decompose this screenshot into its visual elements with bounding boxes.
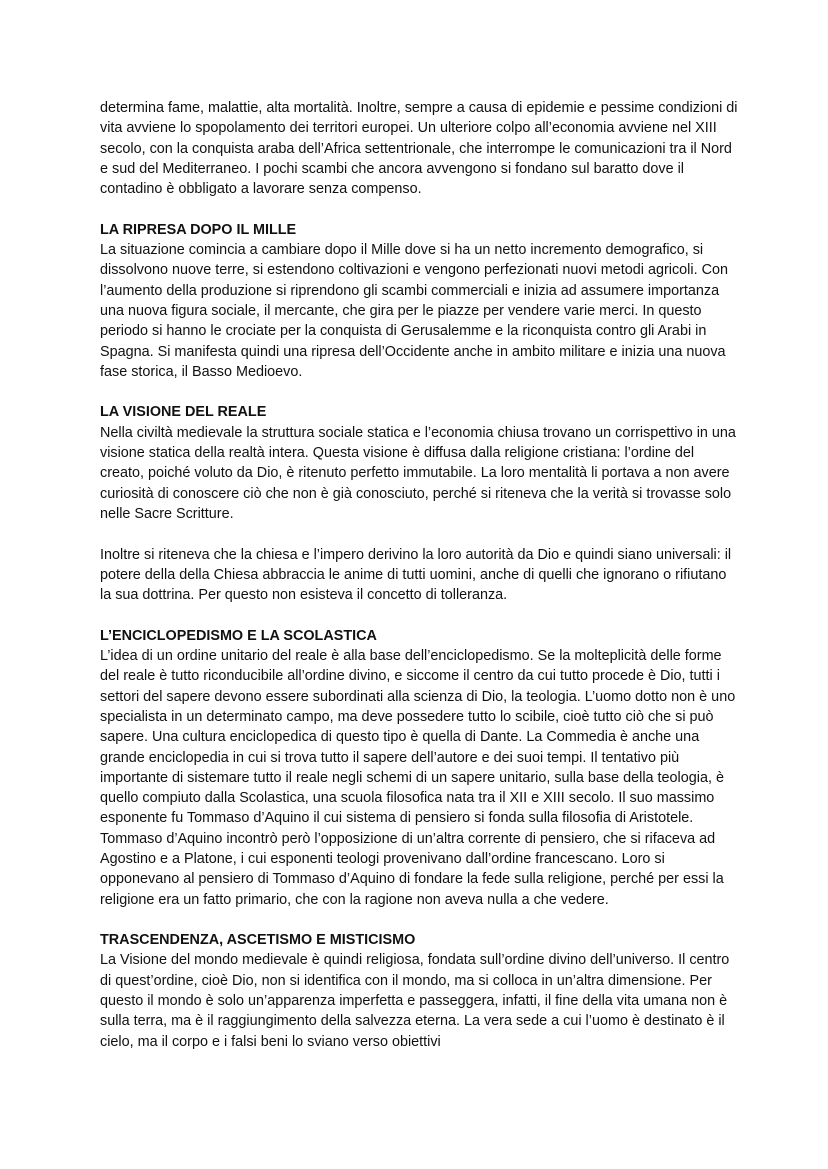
- document-page: [100, 98, 740, 1052]
- section-paragraph: La Visione del mondo medievale è quindi religiosa, fondata sull’ordine divino dell’universo. Il centro di quest’ordine, cioè Dio, non si identifica con il mondo, ma si colloca in un’altra dimensione. Per questo il mondo è solo un’apparenza imperfetta e passeggera, infatti, il fine della vita umana non è sulla terra, ma è il raggiungimento della salvezza eterna. La vera sede a cui l’uomo è destinato è il cielo, ma il corpo e i falsi beni lo sviano verso obiettivi: [100, 952, 730, 1050]
- section-paragraph: La situazione comincia a cambiare dopo il Mille dove si ha un netto incremento demografico, si dissolvono nuove terre, si estendono coltivazioni e vengono perfezionati nuovi metodi agricoli. Con l’aumento della produzione si riprendono gli scambi commerciali e inizia ad assumere importanza una nuova figura sociale, il mercante, che gira per le piazze per vendere varie merci. In questo periodo si hanno le crociate per la conquista di Gerusalemme e la riconquista contro gli Arabi in Spagna. Si manifesta quindi una ripresa dell’Occidente anche in ambito militare e inizia una nuova fase storica, il Basso Medioevo.: [100, 242, 728, 380]
- section-heading: LA RIPRESA DOPO IL MILLE: [100, 221, 297, 238]
- section-heading: TRASCENDENZA, ASCETISMO E MISTICISMO: [100, 932, 416, 949]
- spacer: [100, 910, 740, 930]
- section-enciclopedismo-scolastica: [100, 626, 740, 910]
- section-trascendenza-ascetismo-misticismo: [100, 930, 740, 1052]
- section-paragraph: Nella civiltà medievale la struttura sociale statica e l’economia chiusa trovano un corrispettivo in una visione statica della realtà intera. Questa visione è diffusa dalla religione cristiana: l’ordine del creato, poiché voluto da Dio, è ritenuto perfetto immutabile. La loro mentalità li portava a non avere curiosità di conoscere ciò che non è già conosciuto, perché si riteneva che la verità si trovasse solo nelle Sacre Scritture.: [100, 424, 736, 522]
- spacer: [100, 605, 740, 625]
- spacer: [100, 382, 740, 402]
- section-visione-del-reale: [100, 402, 740, 605]
- intro-paragraph: determina fame, malattie, alta mortalità. Inoltre, sempre a causa di epidemie e pessime condizioni di vita avviene lo spopolamento dei territori europei. Un ulteriore colpo all’economia avviene nel XIII secolo, con la conquista araba dell’Africa settentrionale, che interrompe le comunicazioni tra il Nord e sud del Mediterraneo. I pochi scambi che ancora avvengono si fondano sul baratto dove il contadino è obbligato a lavorare senza compenso.: [100, 100, 738, 198]
- section-heading: L’ENCICLOPEDISMO E LA SCOLASTICA: [100, 627, 377, 644]
- spacer: [100, 524, 740, 544]
- spacer: [100, 199, 740, 219]
- section-paragraph: Inoltre si riteneva che la chiesa e l’impero derivino la loro autorità da Dio e quindi siano universali: il potere della della Chiesa abbraccia le anime di tutti uomini, anche di quelli che ignorano o rifiutano la sua dottrina. Per questo non esisteva il concetto di tolleranza.: [100, 546, 732, 604]
- section-ripresa-dopo-il-mille: [100, 220, 740, 382]
- section-heading: LA VISIONE DEL REALE: [100, 404, 267, 421]
- section-paragraph: L’idea di un ordine unitario del reale è alla base dell’enciclopedismo. Se la molteplicità delle forme del reale è tutto riconducibile all’ordine divino, e siccome il centro da cui tutto procede è Dio, tutti i settori del sapere devono essere subordinati alla scienza di Dio, la teologia. L’uomo dotto non è uno specialista in un determinato campo, ma deve possedere tutto lo scibile, cioè tutto ciò che si può sapere. Una cultura enciclopedica di questo tipo è quella di Dante. La Commedia è anche una grande enciclopedia in cui si trova tutto il sapere dell’autore e dei suoi tempi. Il tentativo più importante di sistemare tutto il reale negli schemi di un sapere unitario, sulla base della teologia, è quello compiuto dalla Scolastica, una scuola filosofica nata tra il XII e XIII secolo. Il suo massimo esponente fu Tommaso d’Aquino il cui sistema di pensiero si fonda sulla filosofia di Aristotele. Tommaso d’Aquino incontrò però l’opposizione di un’altra corrente di pensiero, che si rifaceva ad Agostino e a Platone, i cui esponenti teologi provenivano dall’ordine francescano. Loro si opponevano al pensiero di Tommaso d’Aquino di fondare la fede sulla religione, perché per essi la religione era un fatto primario, che con la ragione non aveva nulla a che vedere.: [100, 648, 736, 908]
